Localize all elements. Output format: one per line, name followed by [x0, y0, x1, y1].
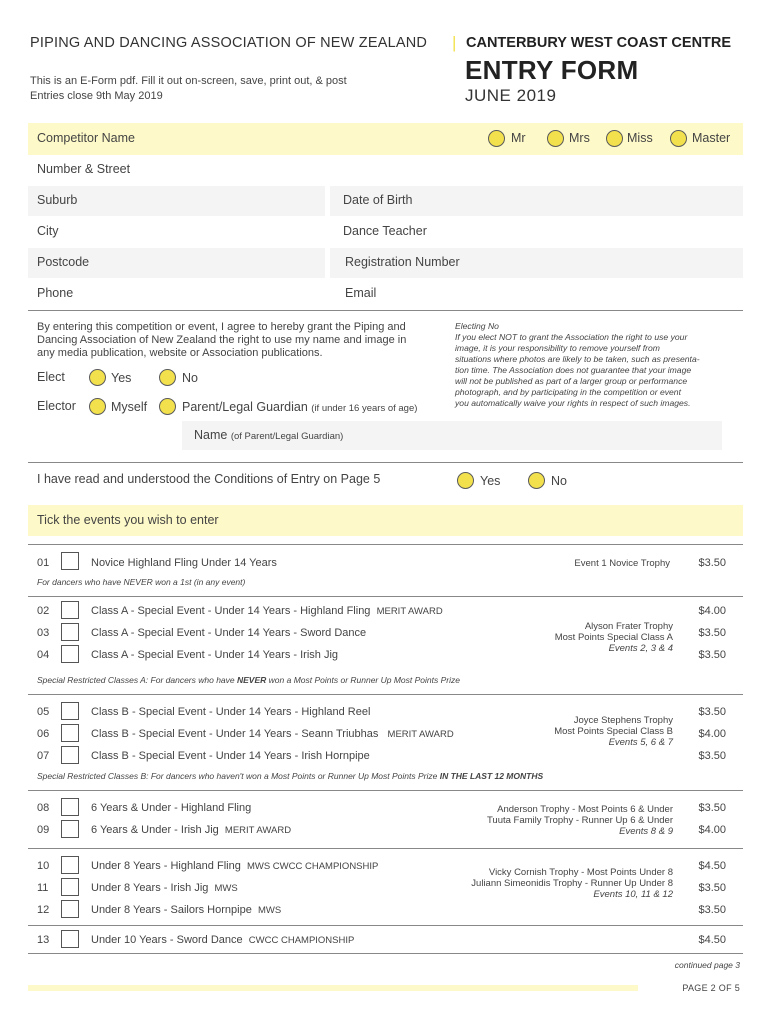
electing-no-line: situations where photos are likely to be taken, such as presenta-: [455, 354, 700, 364]
event-name: [91, 728, 454, 740]
event-name: [91, 860, 378, 872]
consent-line-3: any media publication, website or Association publications.: [37, 347, 323, 359]
event-number: 10: [37, 860, 50, 872]
event-name-text: Under 8 Years - Irish Jig: [91, 882, 209, 894]
conditions-yes-radio[interactable]: [457, 472, 474, 489]
event-price: $3.50: [698, 627, 726, 639]
date-of-birth-label: Date of Birth: [343, 193, 413, 207]
divider: [28, 462, 743, 463]
email-label: Email: [345, 286, 377, 300]
title-miss-radio[interactable]: [606, 130, 623, 147]
event-name: [91, 934, 354, 946]
elect-label: Elect: [37, 370, 65, 384]
event-checkbox[interactable]: [61, 552, 79, 570]
title-master-label: Master: [692, 131, 731, 145]
divider: [28, 544, 743, 545]
events-header: Tick the events you wish to enter: [37, 513, 219, 527]
phone-label: Phone: [37, 286, 74, 300]
electing-no-line: photograph, and by participating in the competition or event: [455, 387, 681, 397]
note-text: won a Most Points or Runner Up Most Points Prize: [266, 675, 460, 685]
divider: [28, 848, 743, 849]
page-number: PAGE 2 OF 5: [682, 983, 740, 993]
trophy-line: Most Points Special Class A: [554, 632, 673, 643]
event-name: [91, 605, 443, 617]
number-street-field[interactable]: [28, 156, 743, 186]
electing-no-line: image, it is your responsibility to remove yourself from: [455, 343, 660, 353]
electing-no-box: [455, 321, 723, 409]
event-price: $4.00: [698, 605, 726, 617]
trophy-class-a: [453, 621, 673, 654]
note-text: Special Restricted Classes A: For dancers who have: [37, 675, 237, 685]
event-checkbox[interactable]: [61, 623, 79, 641]
electing-no-line: you automatically waive your rights in respect of such images.: [455, 398, 691, 408]
number-street-label: Number & Street: [37, 162, 131, 176]
event-checkbox[interactable]: [61, 856, 79, 874]
event-name: [91, 882, 238, 894]
trophy-class-b: [453, 715, 673, 748]
guardian-name-label: [194, 428, 343, 442]
event-number: 05: [37, 706, 50, 718]
event-number: 11: [37, 882, 49, 894]
elect-no-label: No: [182, 371, 198, 385]
event-checkbox[interactable]: [61, 900, 79, 918]
event-number: 02: [37, 605, 50, 617]
elector-parent-radio[interactable]: [159, 398, 176, 415]
event-number: 06: [37, 728, 50, 740]
trophy-line: Tuuta Family Trophy - Runner Up 6 & Under: [486, 815, 673, 826]
trophy-line: Joyce Stephens Trophy: [573, 715, 673, 726]
electing-no-title: Electing No: [455, 321, 499, 331]
divider: [28, 596, 743, 597]
event-number: 07: [37, 750, 50, 762]
dance-teacher-label: Dance Teacher: [343, 224, 427, 238]
event-price: $3.50: [698, 882, 726, 894]
form-month: JUNE 2019: [465, 86, 557, 105]
parent-label-text: Parent/Legal Guardian: [182, 400, 308, 414]
registration-number-label: Registration Number: [345, 255, 460, 269]
elect-yes-label: Yes: [111, 371, 132, 385]
divider: [28, 694, 743, 695]
note-event-1: For dancers who have NEVER won a 1st (in any event): [37, 577, 246, 587]
conditions-no-radio[interactable]: [528, 472, 545, 489]
elector-parent-label: [182, 400, 417, 414]
trophy-line: Events 10, 11 & 12: [593, 889, 673, 900]
title-master-radio[interactable]: [670, 130, 687, 147]
event-number: 13: [37, 934, 50, 946]
event-price: $3.50: [698, 649, 726, 661]
trophy-line: Alyson Frater Trophy: [584, 621, 673, 632]
intro-line-2: Entries close 9th May 2019: [30, 90, 163, 102]
electing-no-line: tion time. The Association does not guarantee that your image: [455, 365, 692, 375]
consent-line-2: Dancing Association of New Zealand the right to use my name and image in: [37, 334, 407, 346]
electing-no-line: will not be published as part of a larger group or performance: [455, 376, 688, 386]
event-checkbox[interactable]: [61, 746, 79, 764]
note-bold: NEVER: [237, 675, 267, 685]
elector-myself-radio[interactable]: [89, 398, 106, 415]
title-mrs-radio[interactable]: [547, 130, 564, 147]
event-tag: CWCC CHAMPIONSHIP: [248, 935, 355, 946]
consent-line-1: By entering this competition or event, I agree to hereby grant the Piping and: [37, 321, 406, 333]
centre-name: CANTERBURY WEST COAST CENTRE: [466, 35, 732, 51]
event-number: 09: [37, 824, 50, 836]
event-name: Class B - Special Event - Under 14 Years - Irish Hornpipe: [91, 750, 370, 762]
event-number: 08: [37, 802, 50, 814]
suburb-label: Suburb: [37, 193, 78, 207]
trophy-line: Events 2, 3 & 4: [608, 643, 673, 654]
event-price: $3.50: [698, 904, 726, 916]
note-text: Special Restricted Classes B: For dancers who haven't won a Most Points or Runner Up Most Points Prize: [37, 771, 440, 781]
conditions-yes-label: Yes: [480, 474, 501, 488]
postcode-label: Postcode: [37, 255, 90, 269]
event-name-text: Under 8 Years - Highland Fling: [91, 860, 241, 872]
intro-line-1: This is an E-Form pdf. Fill it out on-screen, save, print out, & post: [30, 75, 347, 87]
form-title: ENTRY FORM: [465, 55, 639, 85]
event-name: 6 Years & Under - Highland Fling: [91, 802, 252, 814]
event-name: [91, 904, 281, 916]
event-checkbox[interactable]: [61, 878, 79, 896]
trophy-line: Events 5, 6 & 7: [608, 737, 673, 748]
event-tag: MWS: [257, 905, 282, 916]
event-price: $4.50: [698, 934, 726, 946]
conditions-no-label: No: [551, 474, 567, 488]
event-price: $3.50: [698, 802, 726, 814]
event-tag: MERIT AWARD: [387, 729, 454, 740]
event-checkbox[interactable]: [61, 702, 79, 720]
trophy-under-8: [453, 867, 673, 900]
parent-note: (if under 16 years of age): [311, 403, 418, 414]
event-name: Class A - Special Event - Under 14 Years - Sword Dance: [91, 627, 367, 639]
event-tag: MWS CWCC CHAMPIONSHIP: [246, 861, 379, 872]
event-name: Class B - Special Event - Under 14 Years - Highland Reel: [91, 706, 371, 718]
event-price: $4.50: [698, 860, 726, 872]
event-name-text: Under 8 Years - Sailors Hornpipe: [91, 904, 252, 916]
event-number: 01: [37, 557, 50, 569]
divider: [28, 310, 743, 311]
title-mr-label: Mr: [511, 131, 526, 145]
event-checkbox[interactable]: [61, 930, 79, 948]
trophy-6-under: [453, 804, 673, 837]
org-name: PIPING AND DANCING ASSOCIATION OF NEW ZEALAND: [30, 35, 428, 51]
trophy-line: Juliann Simeonidis Trophy - Runner Up Under 8: [471, 878, 673, 889]
event-tag: MERIT AWARD: [224, 825, 292, 836]
electing-no-line: If you elect NOT to grant the Association the right to use your: [455, 332, 688, 342]
divider: [28, 790, 743, 791]
event-name-text: Class A - Special Event - Under 14 Years - Highland Fling: [91, 605, 371, 617]
continued-note: continued page 3: [674, 960, 740, 970]
event-number: 03: [37, 627, 50, 639]
event-price: $4.00: [698, 728, 726, 740]
note-class-b: [37, 771, 543, 781]
elect-no-radio[interactable]: [159, 369, 176, 386]
header-separator: |: [452, 33, 457, 52]
note-class-a: [37, 675, 460, 685]
note-bold: IN THE LAST 12 MONTHS: [439, 771, 544, 781]
event-name: Class A - Special Event - Under 14 Years - Irish Jig: [91, 649, 339, 661]
event-name-text: Class B - Special Event - Under 14 Years - Seann Triubhas: [91, 728, 379, 740]
event-tag: MWS: [214, 883, 238, 894]
title-mrs-label: Mrs: [569, 131, 590, 145]
trophy-line: Events 8 & 9: [619, 826, 673, 837]
event-name: Novice Highland Fling Under 14 Years: [91, 557, 277, 569]
event-name-text: Under 10 Years - Sword Dance: [91, 934, 243, 946]
divider: [28, 953, 743, 954]
trophy-line: Most Points Special Class B: [554, 726, 673, 737]
elect-yes-radio[interactable]: [89, 369, 106, 386]
event-price: $3.50: [698, 750, 726, 762]
conditions-text: I have read and understood the Conditions of Entry on Page 5: [37, 472, 381, 486]
event-name-text: 6 Years & Under - Irish Jig: [91, 824, 219, 836]
event-price: $3.50: [698, 706, 726, 718]
event-checkbox[interactable]: [61, 820, 79, 838]
divider: [28, 925, 743, 926]
elector-myself-label: Myself: [111, 400, 148, 414]
title-miss-label: Miss: [627, 131, 653, 145]
guardian-name-note: (of Parent/Legal Guardian): [230, 431, 344, 442]
event-number: 12: [37, 904, 50, 916]
event-tag: MERIT AWARD: [376, 606, 443, 617]
city-label: City: [37, 224, 59, 238]
event-checkbox[interactable]: [61, 601, 79, 619]
event-number: 04: [37, 649, 50, 661]
trophy-event-1: Event 1 Novice Trophy: [574, 558, 670, 569]
event-price: $4.00: [698, 824, 726, 836]
footer-bar: [28, 985, 638, 991]
elector-label: Elector: [37, 399, 76, 413]
competitor-name-label: Competitor Name: [37, 131, 135, 145]
event-name: [91, 824, 291, 836]
guardian-name-text: Name: [194, 428, 228, 442]
trophy-line: Anderson Trophy - Most Points 6 & Under: [497, 804, 673, 815]
event-checkbox[interactable]: [61, 724, 79, 742]
event-price: $3.50: [698, 557, 726, 569]
title-mr-radio[interactable]: [488, 130, 505, 147]
trophy-line: Vicky Cornish Trophy - Most Points Under 8: [488, 867, 673, 878]
event-checkbox[interactable]: [61, 798, 79, 816]
event-checkbox[interactable]: [61, 645, 79, 663]
